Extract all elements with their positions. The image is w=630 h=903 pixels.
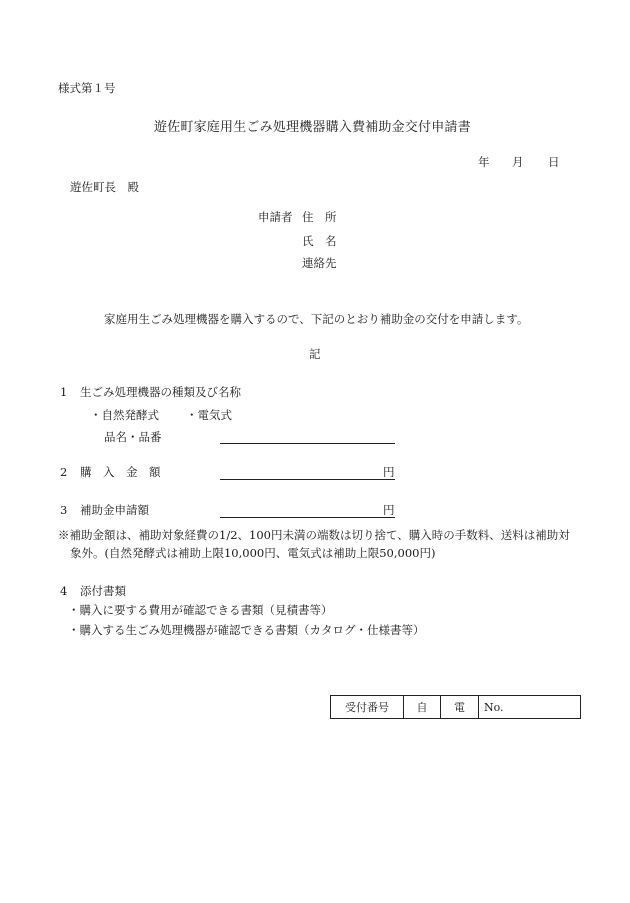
form-number: 様式第１号 bbox=[58, 81, 116, 95]
item1-heading: 生ごみ処理機器の種類及び名称 bbox=[80, 385, 241, 399]
receipt-den: 電 bbox=[441, 696, 479, 719]
intro-text: 家庭用生ごみ処理機器を購入するので、下記のとおり補助金の交付を申請します。 bbox=[104, 312, 529, 326]
document-title: 遊佐町家庭用生ごみ処理機器購入費補助金交付申請書 bbox=[154, 120, 471, 135]
receipt-number-table bbox=[330, 695, 581, 719]
item4-heading: 添付書類 bbox=[80, 584, 126, 598]
item3-unit: 円 bbox=[383, 503, 395, 517]
name-label: 氏 名 bbox=[302, 234, 337, 248]
applicant-label: 申請者 bbox=[258, 210, 293, 224]
address-label: 住 所 bbox=[302, 210, 337, 224]
receipt-no[interactable]: No. bbox=[479, 696, 581, 719]
item2-label: 購 入 金 額 bbox=[80, 465, 161, 479]
receipt-ji: 自 bbox=[404, 696, 441, 719]
addressee: 遊佐町長 殿 bbox=[70, 180, 139, 194]
item1-number: 1 bbox=[60, 385, 68, 399]
date-year-label: 年 bbox=[478, 155, 490, 169]
ki-heading: 記 bbox=[309, 347, 321, 361]
date-month-label: 月 bbox=[512, 155, 524, 169]
contact-label: 連絡先 bbox=[302, 256, 337, 270]
note-line-1: ※補助金額は、補助対象経費の1/2、100円未満の端数は切り捨て、購入時の手数料、送料は補助対 bbox=[58, 528, 570, 542]
purchase-amount-field[interactable] bbox=[220, 466, 395, 480]
attachment-doc-2: ・購入する生ごみ処理機器が確認できる書類（カタログ・仕様書等） bbox=[68, 623, 425, 637]
product-field[interactable] bbox=[220, 430, 395, 444]
option-natural-fermentation: ・自然発酵式 bbox=[90, 408, 159, 422]
subsidy-amount-field[interactable] bbox=[220, 504, 395, 518]
product-label: 品名・品番 bbox=[104, 430, 162, 444]
attachment-doc-1: ・購入に要する費用が確認できる書類（見積書等） bbox=[68, 603, 333, 617]
date-day-label: 日 bbox=[548, 155, 560, 169]
receipt-label: 受付番号 bbox=[331, 696, 404, 719]
item3-number: 3 bbox=[60, 503, 68, 517]
item3-label: 補助金申請額 bbox=[80, 503, 149, 517]
note-line-2: 象外。(自然発酵式は補助上限10,000円、電気式は補助上限50,000円) bbox=[70, 546, 436, 560]
option-electric: ・電気式 bbox=[186, 408, 232, 422]
item2-unit: 円 bbox=[383, 465, 395, 479]
item4-number: 4 bbox=[60, 584, 68, 598]
item2-number: 2 bbox=[60, 465, 68, 479]
